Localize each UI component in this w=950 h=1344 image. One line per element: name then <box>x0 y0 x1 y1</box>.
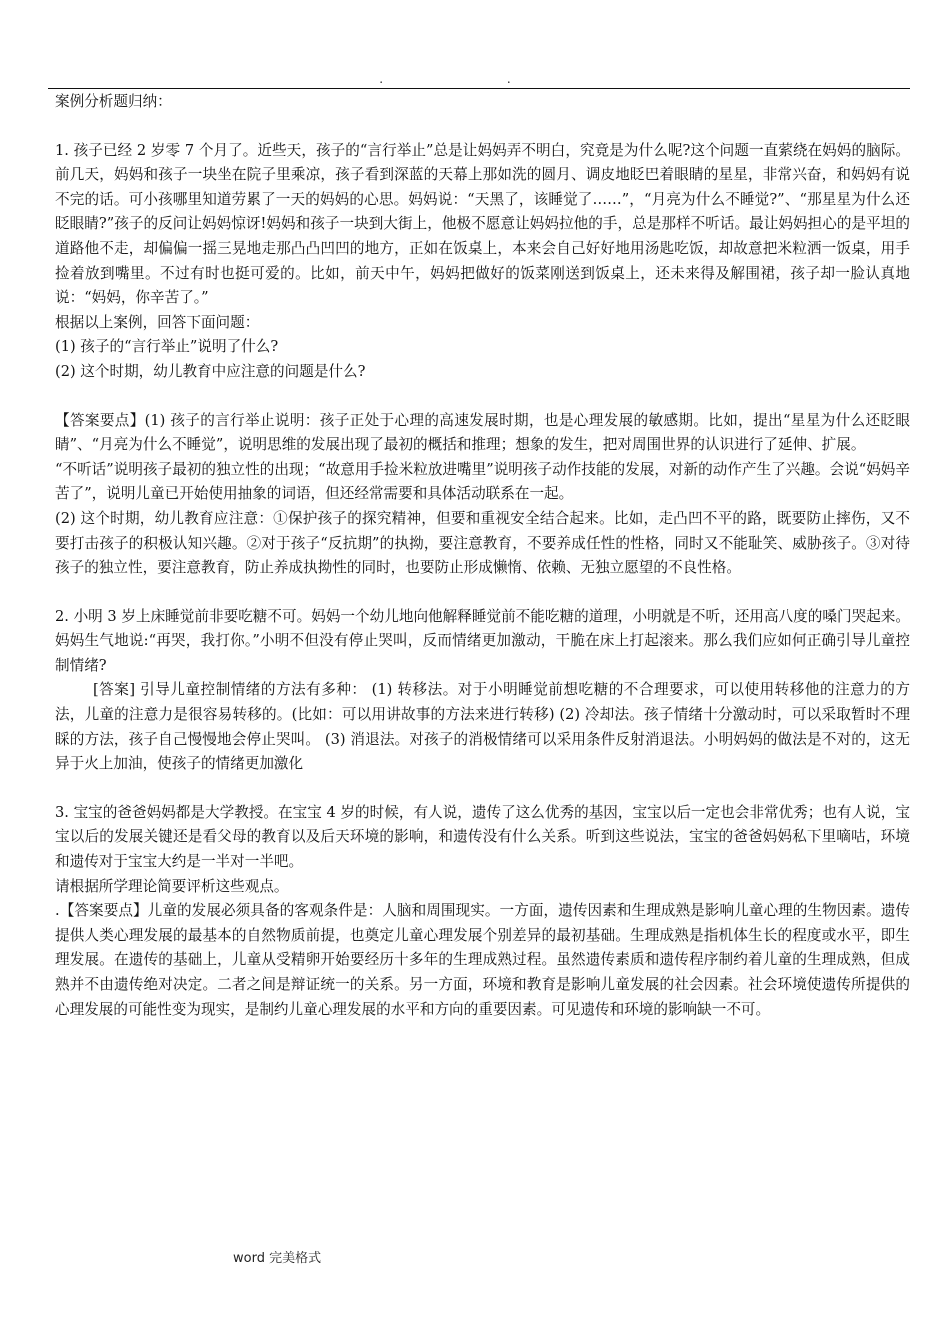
q3-answer: .【答案要点】儿童的发展必须具备的客观条件是：人脑和周围现实。一方面，遗传因素和生理成熟是影响儿童心理的生物因素。遗传提供人类心理发展的最基本的自然物质前提，也奠定儿童心理发展个别差异的最初基础。生理成熟是指机体生长的程度或水平，即生理发展。在遗传的基础上，儿童从受精卵开始要经历十多年的生理成熟过程。虽然遗传素质和遗传程序制约着儿童的生理成熟，但成熟并不由遗传绝对决定。二者之间是辩证统一的关系。另一方面，环境和教育是影响儿童发展的社会因素。社会环境使遗传所提供的心理发展的可能性变为现实，是制约儿童心理发展的水平和方向的重要因素。可见遗传和环境的影响缺一不可。 <box>55 902 910 1018</box>
q1-answer-part-3: (2) 这个时期，幼儿教育应注意：①保护孩子的探究精神，但要和重视安全结合起来。比如，走凸凹不平的路，既要防止摔伤，又不要打击孩子的积极认知兴趣。②对于孩子“反抗期”的执拗，要注意教育，不要养成任性的性格，同时又不能耻笑、威胁孩子。③对待孩子的独立性，要注意教育，防止养成执拗性的同时，也要防止形成懒惰、依赖、无独立愿望的不良性格。 <box>55 509 910 577</box>
q2-paragraph: 2. 小明 3 岁上床睡觉前非要吃糖不可。妈妈一个幼儿地向他解释睡觉前不能吃糖的道理，小明就是不听，还用高八度的嗓门哭起来。妈妈生气地说:“再哭，我打你。”小明不但没有停止哭叫，反而情绪更加激动，干脆在床上打起滚来。那么我们应如何正确引导儿童控制情绪? <box>55 607 910 674</box>
q1-prompt: 根据以上案例，回答下面问题： <box>55 313 260 331</box>
q3-paragraph: 3. 宝宝的爸爸妈妈都是大学教授。在宝宝 4 岁的时候，有人说，遗传了这么优秀的基因，宝宝以后一定也会非常优秀；也有人说，宝宝以后的发展关键还是看父母的教育以及后天环境的影响，和遗传没有什么关系。听到这些说法，宝宝的爸爸妈妈私下里嘀咕，环境和遗传对于宝宝大约是一半对一半吧。 <box>55 803 910 871</box>
q1-paragraph: 1. 孩子已经 2 岁零 7 个月了。近些天，孩子的“言行举止”总是让妈妈弄不明白，究竟是为什么呢?这个问题一直萦绕在妈妈的脑际。前几天，妈妈和孩子一块坐在院子里乘凉，孩子看到深蓝的天幕上那如洗的圆月、调皮地眨巴着眼睛的星星，非常兴奋，和妈妈有说不完的话。可小孩哪里知道劳累了一天的妈妈的心思。妈妈说：“天黑了，该睡觉了……”，“月亮为什么不睡觉?”、“那星星为什么还眨眼睛?”孩子的反问让妈妈惊讶!妈妈和孩子一块到大街上，他极不愿意让妈妈拉他的手，总是那样不听话。最让妈妈担心的是平坦的道路他不走，却偏偏一摇三晃地走那凸凸凹凹的地方，正如在饭桌上，本来会自己好好地用汤匙吃饭，却故意把米粒洒一饭桌，用手捡着放到嘴里。不过有时也挺可爱的。比如，前天中午，妈妈把做好的饭菜刚送到饭桌上，还未来得及解围裙，孩子却一脸认真地说：“妈妈，你辛苦了。” <box>55 141 910 307</box>
header-rule <box>48 88 910 89</box>
document-title: 案例分析题归纳： <box>55 93 172 110</box>
q1-answer-part-1: 【答案要点】(1) 孩子的言行举止说明：孩子正处于心理的高速发展时期，也是心理发展的敏感期。比如，提出“星星为什么还眨眼睛”、“月亮为什么不睡觉”，说明思维的发展出现了最初的概括和推理；想象的发生，把对周围世界的认识进行了延伸、扩展。 <box>55 411 910 454</box>
q1-answer-part-2: “不听话”说明孩子最初的独立性的出现；“故意用手捡米粒放进嘴里”说明孩子动作技能的发展，对新的动作产生了兴趣。会说“妈妈辛苦了”，说明儿童已开始使用抽象的词语，但还经常需要和具体活动联系在一起。 <box>55 460 910 503</box>
q2-answer: [答案] 引导儿童控制情绪的方法有多种： (1) 转移法。对于小明睡觉前想吃糖的不合理要求，可以使用转移他的注意力的方法，儿童的注意力是很容易转移的。(比如：可以用讲故事的方法来进行转移) (2) 冷却法。孩子情绪十分激动时，可以采取暂时不理睬的方法，孩子自己慢慢地会停止哭叫。 (3) 消退法。对孩子的消极情绪可以采用条件反射消退法。小明妈妈的做法是不对的，这无异于火上加油，使孩子的情绪更加激化 <box>55 681 910 773</box>
footer-label: word 完美格式 <box>233 1251 322 1266</box>
q1-sub-question-1: (1) 孩子的“言行举止”说明了什么? <box>55 338 279 356</box>
document-body <box>55 90 910 1022</box>
q1-sub-question-2: (2) 这个时期，幼儿教育中应注意的问题是什么? <box>55 362 366 380</box>
header-dots: . . <box>379 72 571 86</box>
q3-prompt: 请根据所学理论简要评析这些观点。 <box>55 877 289 895</box>
